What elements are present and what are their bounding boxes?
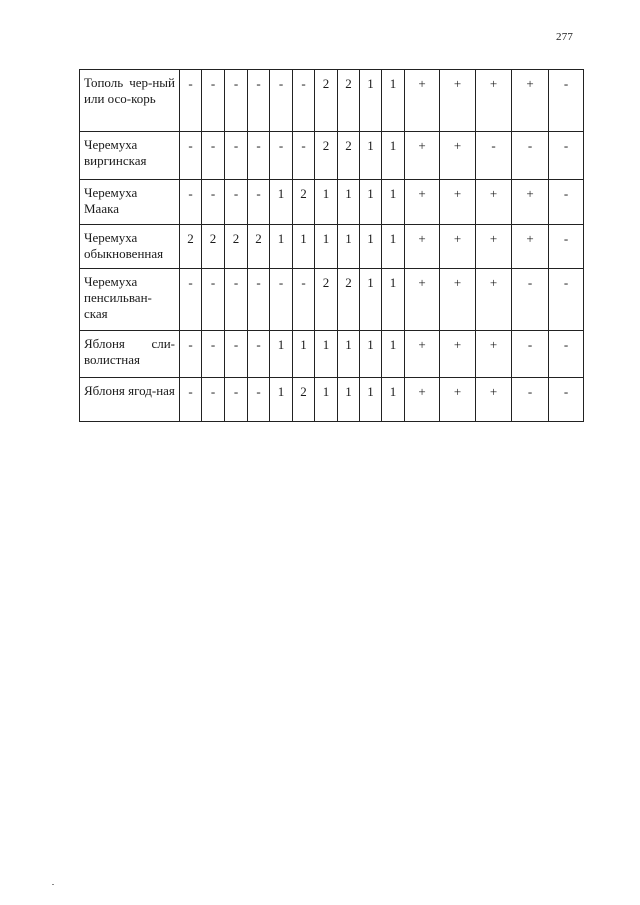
- value-cell: -: [549, 132, 584, 180]
- value-cell: 1: [382, 378, 405, 422]
- value-cell: 1: [360, 180, 382, 225]
- value-cell: -: [248, 269, 270, 331]
- value-cell: -: [248, 132, 270, 180]
- value-cell: -: [512, 132, 549, 180]
- table-row: [80, 269, 584, 331]
- value-cell: -: [202, 331, 225, 378]
- value-cell: 2: [293, 378, 315, 422]
- value-cell: 2: [338, 132, 360, 180]
- value-cell: -: [202, 70, 225, 132]
- table-row: [80, 70, 584, 132]
- value-cell: -: [476, 132, 512, 180]
- value-cell: -: [202, 132, 225, 180]
- value-cell: -: [549, 225, 584, 269]
- value-cell: 2: [315, 70, 338, 132]
- value-cell: 1: [270, 378, 293, 422]
- value-cell: +: [476, 70, 512, 132]
- value-cell: -: [549, 331, 584, 378]
- value-cell: 1: [360, 132, 382, 180]
- value-cell: -: [225, 378, 248, 422]
- value-cell: -: [293, 70, 315, 132]
- value-cell: 1: [338, 180, 360, 225]
- value-cell: 1: [382, 180, 405, 225]
- value-cell: 2: [202, 225, 225, 269]
- species-name-cell: Черемуха Маака: [80, 180, 180, 225]
- value-cell: 2: [315, 269, 338, 331]
- value-cell: -: [512, 269, 549, 331]
- value-cell: 1: [270, 225, 293, 269]
- value-cell: +: [440, 269, 476, 331]
- value-cell: +: [405, 378, 440, 422]
- value-cell: 1: [382, 132, 405, 180]
- value-cell: +: [476, 269, 512, 331]
- value-cell: -: [180, 132, 202, 180]
- value-cell: 1: [315, 180, 338, 225]
- species-name-cell: Яблоня ягод-ная: [80, 378, 180, 422]
- value-cell: 2: [338, 269, 360, 331]
- value-cell: -: [225, 331, 248, 378]
- value-cell: -: [549, 70, 584, 132]
- value-cell: 2: [338, 70, 360, 132]
- value-cell: 1: [338, 331, 360, 378]
- value-cell: -: [248, 331, 270, 378]
- value-cell: -: [293, 132, 315, 180]
- value-cell: -: [225, 70, 248, 132]
- value-cell: +: [440, 331, 476, 378]
- value-cell: +: [476, 180, 512, 225]
- value-cell: -: [512, 331, 549, 378]
- value-cell: 1: [382, 269, 405, 331]
- value-cell: 1: [338, 225, 360, 269]
- value-cell: -: [293, 269, 315, 331]
- value-cell: -: [512, 378, 549, 422]
- value-cell: -: [180, 269, 202, 331]
- value-cell: +: [440, 378, 476, 422]
- value-cell: 1: [293, 331, 315, 378]
- table-row: [80, 180, 584, 225]
- value-cell: +: [440, 132, 476, 180]
- value-cell: -: [180, 331, 202, 378]
- value-cell: +: [405, 132, 440, 180]
- value-cell: +: [405, 70, 440, 132]
- value-cell: -: [202, 269, 225, 331]
- species-name-cell: Тополь чер-ный или осо-корь: [80, 70, 180, 132]
- value-cell: 2: [315, 132, 338, 180]
- value-cell: -: [202, 180, 225, 225]
- value-cell: -: [549, 180, 584, 225]
- value-cell: +: [440, 225, 476, 269]
- value-cell: -: [270, 132, 293, 180]
- value-cell: +: [440, 70, 476, 132]
- species-name-cell: Черемуха обыкновенная: [80, 225, 180, 269]
- value-cell: +: [440, 180, 476, 225]
- value-cell: +: [512, 225, 549, 269]
- value-cell: -: [549, 269, 584, 331]
- page-number: 277: [556, 31, 574, 43]
- value-cell: 1: [315, 225, 338, 269]
- value-cell: 2: [180, 225, 202, 269]
- value-cell: 1: [360, 378, 382, 422]
- value-cell: -: [225, 180, 248, 225]
- value-cell: 1: [360, 269, 382, 331]
- value-cell: +: [405, 225, 440, 269]
- value-cell: 2: [293, 180, 315, 225]
- table-row: [80, 378, 584, 422]
- value-cell: +: [476, 225, 512, 269]
- value-cell: 1: [315, 378, 338, 422]
- value-cell: +: [512, 70, 549, 132]
- species-name-cell: Черемуха пенсильван-ская: [80, 269, 180, 331]
- value-cell: 2: [248, 225, 270, 269]
- species-table: [79, 69, 584, 422]
- scan-speck: [52, 884, 54, 885]
- value-cell: 2: [225, 225, 248, 269]
- value-cell: +: [405, 331, 440, 378]
- value-cell: 1: [382, 225, 405, 269]
- value-cell: 1: [360, 70, 382, 132]
- value-cell: 1: [382, 70, 405, 132]
- value-cell: 1: [270, 331, 293, 378]
- value-cell: -: [248, 180, 270, 225]
- value-cell: -: [270, 269, 293, 331]
- value-cell: -: [549, 378, 584, 422]
- table-row: [80, 132, 584, 180]
- value-cell: 1: [293, 225, 315, 269]
- value-cell: -: [248, 70, 270, 132]
- value-cell: 1: [360, 225, 382, 269]
- value-cell: 1: [338, 378, 360, 422]
- value-cell: -: [202, 378, 225, 422]
- value-cell: +: [476, 378, 512, 422]
- value-cell: -: [180, 70, 202, 132]
- table-row: [80, 331, 584, 378]
- value-cell: -: [180, 180, 202, 225]
- species-name-cell: Яблоня сли-волистная: [80, 331, 180, 378]
- value-cell: +: [405, 269, 440, 331]
- species-name-cell: Черемуха виргинская: [80, 132, 180, 180]
- value-cell: -: [248, 378, 270, 422]
- value-cell: +: [476, 331, 512, 378]
- value-cell: +: [512, 180, 549, 225]
- value-cell: -: [225, 132, 248, 180]
- table-row: [80, 225, 584, 269]
- value-cell: -: [225, 269, 248, 331]
- value-cell: +: [405, 180, 440, 225]
- value-cell: -: [270, 70, 293, 132]
- value-cell: 1: [270, 180, 293, 225]
- value-cell: -: [180, 378, 202, 422]
- value-cell: 1: [360, 331, 382, 378]
- value-cell: 1: [382, 331, 405, 378]
- value-cell: 1: [315, 331, 338, 378]
